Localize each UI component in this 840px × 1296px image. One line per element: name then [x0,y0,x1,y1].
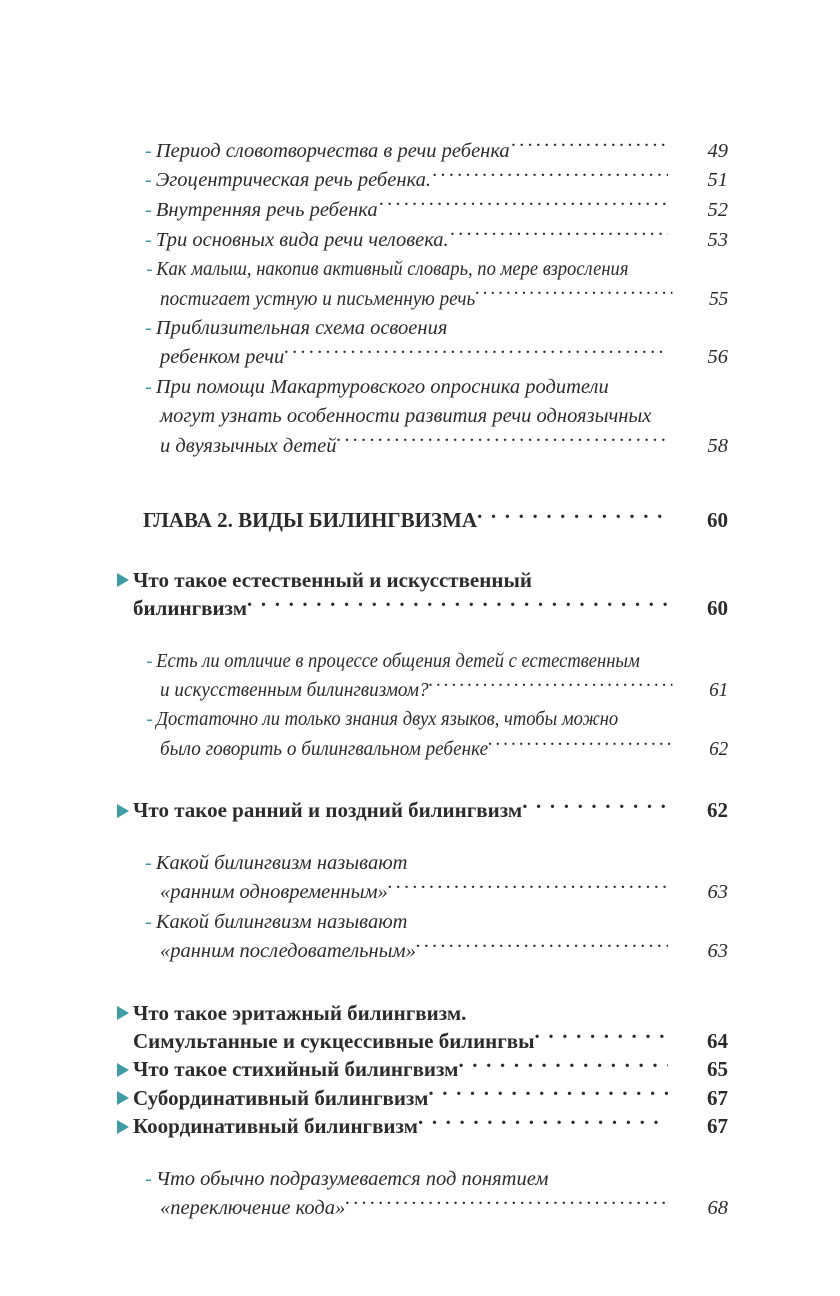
leader-dots [449,225,668,246]
spacer [112,764,728,796]
triangle-right-icon [117,1120,129,1134]
toc-page-number: 63 [707,881,728,904]
triangle-right-icon [117,1091,129,1105]
leader-dots [458,1055,668,1076]
toc-chapter-entry[interactable] [112,506,728,534]
spacer [112,825,728,849]
toc-entry-label-cont: «ранним одновременным» [160,881,388,904]
triangle-right-icon [117,573,129,587]
leader-dots [418,1112,668,1133]
leader-dots [535,1027,668,1048]
toc-page-number: 53 [707,228,728,251]
section-page-number: 65 [707,1057,728,1082]
dash-marker: - [145,910,152,933]
toc-entry-label: При помощи Макартуровского опросника родители [155,375,609,398]
dash-marker: - [146,649,153,672]
leader-dots [345,1194,668,1215]
toc-entry-label-cont: ребенком речи [160,346,285,369]
triangle-right-icon [117,1063,129,1077]
section-title: Что такое естественный и искусственный [133,567,532,592]
toc-entry-label-cont: «переключение кода» [160,1197,346,1220]
toc-entry-label: Что обычно подразумевается под понятием [155,1167,549,1190]
toc-entry-label: Достаточно ли только знания двух языков, чтобы можно [156,708,619,731]
section-title: Что такое ранний и поздний билингвизм [133,798,523,823]
dash-marker: - [146,708,153,731]
leader-dots [388,878,668,899]
toc-page-number: 68 [707,1197,728,1220]
toc-section-entry[interactable] [112,1055,728,1083]
leader-dots [416,937,668,958]
leader-dots [337,431,668,452]
section-page-number: 62 [707,798,728,823]
leader-dots [428,1084,668,1105]
toc-page-number: 52 [707,198,728,221]
leader-dots [477,506,668,527]
toc-section-entry[interactable] [112,1112,728,1140]
triangle-right-icon [117,804,129,818]
toc-entry-label: Три основных вида речи человека. [155,228,449,251]
leader-dots [488,735,672,756]
section-title-cont: билингвизм [133,596,248,621]
dash-marker: - [145,851,152,874]
spacer [112,1141,728,1165]
toc-entry-label: Внутренняя речь ребенка [155,198,378,221]
chapter-title: ГЛАВА 2. ВИДЫ БИЛИНГВИЗМА [143,507,478,532]
toc-entry-label: Как малыш, накопив активный словарь, по мере взросления [156,257,629,280]
toc-entry-label-cont: могут узнать особенности развития речи одноязычных [160,404,652,427]
toc-entry-label-cont: «ранним последовательным» [160,940,416,963]
toc-page-number: 61 [709,679,729,702]
toc-sub-entry[interactable] [112,314,728,373]
toc-entry-label-cont: постигает устную и письменную речь [160,287,476,310]
section-title: Координативный билингвизм [133,1114,418,1139]
leader-dots [378,195,668,216]
toc-entry-label-cont: было говорить о билингвальном ребенке [160,738,489,761]
toc-sub-entry[interactable] [112,705,728,764]
dash-marker: - [145,169,152,192]
section-title-cont: Симультанные и сукцессивные билингвы [133,1028,535,1053]
toc-section-entry[interactable] [112,999,728,1056]
spacer [112,967,728,999]
section-page-number: 67 [707,1085,728,1110]
leader-dots [510,136,668,157]
table-of-contents [112,136,728,1224]
section-title: Что такое эритажный билингвизм. [133,1000,467,1025]
toc-entry-label-cont: и искусственным билингвизмом? [160,679,429,702]
toc-sub-entry[interactable] [112,136,728,166]
dash-marker: - [145,316,152,339]
leader-dots [522,796,668,817]
toc-page-number: 62 [709,738,729,761]
toc-sub-entry[interactable] [112,1165,728,1224]
toc-page-number: 55 [709,287,729,310]
toc-sub-entry[interactable] [112,195,728,225]
section-title: Субординативный билингвизм [133,1085,429,1110]
section-title: Что такое стихийный билингвизм [133,1057,459,1082]
dash-marker: - [146,257,153,280]
chapter-page-number: 60 [707,507,728,532]
section-page-number: 60 [707,596,728,621]
toc-sub-entry[interactable] [112,849,728,908]
toc-page-number: 51 [707,169,728,192]
toc-sub-entry[interactable] [112,373,728,461]
toc-sub-entry[interactable] [112,166,728,196]
toc-sub-entry[interactable] [112,908,728,967]
toc-entry-label: Период словотворчества в речи ребенка [155,139,510,162]
spacer [112,461,728,506]
dash-marker: - [145,139,152,162]
toc-section-entry[interactable] [112,796,728,824]
leader-dots [431,166,668,187]
toc-page-number: 63 [707,940,728,963]
dash-marker: - [145,228,152,251]
toc-page-number: 56 [707,346,728,369]
spacer [112,534,728,566]
dash-marker: - [145,375,152,398]
triangle-right-icon [117,1006,129,1020]
toc-entry-label-cont: и двуязычных детей [160,434,337,457]
toc-page-number: 58 [707,434,728,457]
toc-entry-label: Какой билингвизм называют [155,910,408,933]
leader-dots [284,343,668,364]
spacer [112,623,728,647]
toc-entry-label: Какой билингвизм называют [155,851,408,874]
toc-entry-label: Приблизительная схема освоения [155,316,448,339]
section-page-number: 67 [707,1114,728,1139]
toc-section-entry[interactable] [112,566,728,623]
toc-section-entry[interactable] [112,1084,728,1112]
toc-sub-entry[interactable] [112,647,728,706]
toc-sub-entry[interactable] [112,225,728,255]
leader-dots [429,676,673,697]
leader-dots [247,594,668,615]
dash-marker: - [145,1167,152,1190]
leader-dots [475,284,672,305]
toc-entry-label: Эгоцентрическая речь ребенка. [155,169,431,192]
toc-sub-entry[interactable] [112,255,728,314]
section-page-number: 64 [707,1028,728,1053]
dash-marker: - [145,198,152,221]
toc-entry-label: Есть ли отличие в процессе общения детей с естественным [156,649,640,672]
toc-page-number: 49 [707,139,728,162]
